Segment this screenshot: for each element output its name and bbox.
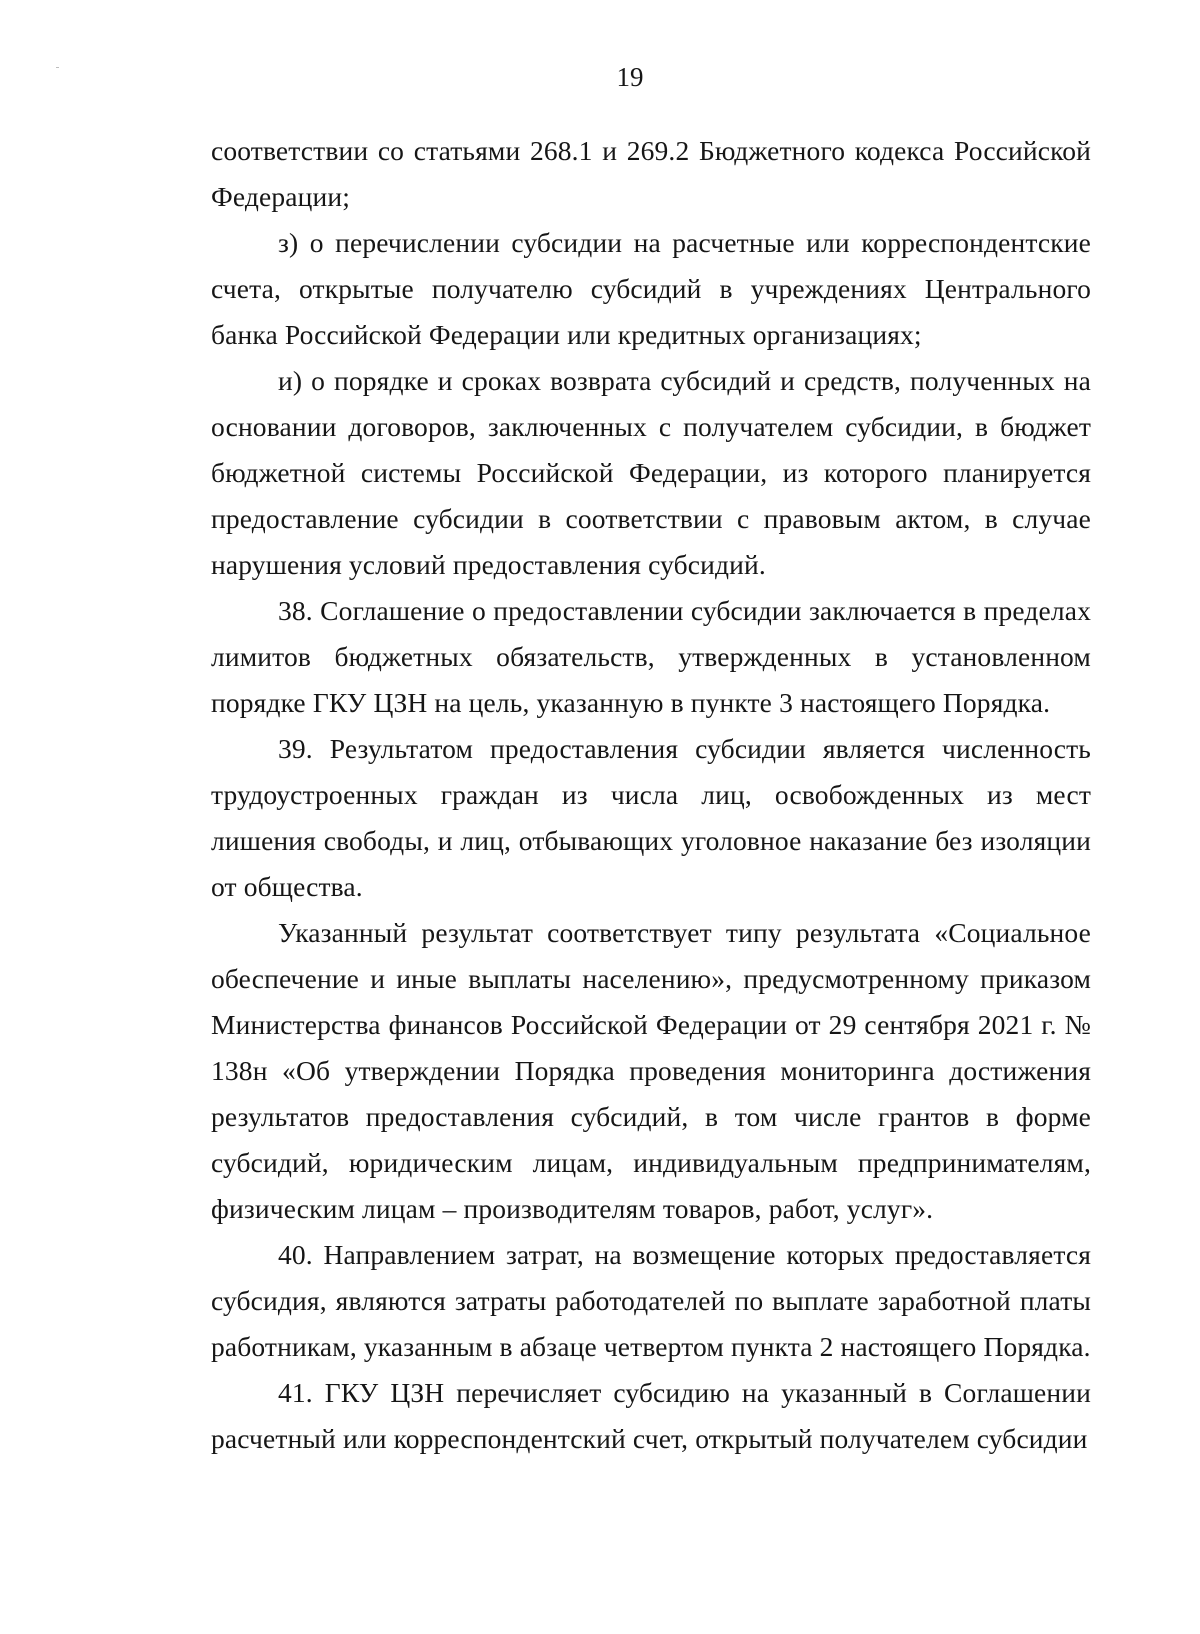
paragraph-item-i: и) о порядке и сроках возврата субсидий и средств, полученных на основании договоров, заключенных с получателем субсидии, в бюджет бюджетной системы Российской Федерации, из которого планируется предоставление субсидии в соответствии с правовым актом, в случае нарушения условий предоставления субсидий.	[211, 365, 1091, 580]
paragraph-clause-38: 38. Соглашение о предоставлении субсидии заключается в пределах лимитов бюджетных обязательств, утвержденных в установленном порядке ГКУ ЦЗН на цель, указанную в пункте 3 настоящего Порядка.	[211, 595, 1091, 718]
document-body	[211, 128, 1091, 1462]
paragraph-clause-39-result-type: Указанный результат соответствует типу результата «Социальное обеспечение и иные выплаты населению», предусмотренному приказом Министерства финансов Российской Федерации от 29 сентября 2021 г. № 138н «Об утверждении Порядка проведения мониторинга достижения результатов предоставления субсидий, в том числе грантов в форме субсидий, юридическим лицам, индивидуальным предпринимателям, физическим лицам – производителям товаров, работ, услуг».	[211, 917, 1091, 1224]
paragraph-clause-39: 39. Результатом предоставления субсидии является численность трудоустроенных граждан из числа лиц, освобожденных из мест лишения свободы, и лиц, отбывающих уголовное наказание без изоляции от общества.	[211, 733, 1091, 902]
paragraph-continuation: соответствии со статьями 268.1 и 269.2 Бюджетного кодекса Российской Федерации;	[211, 135, 1091, 212]
paragraph-clause-40: 40. Направлением затрат, на возмещение которых предоставляется субсидия, являются затраты работодателей по выплате заработной платы работникам, указанным в абзаце четвертом пункта 2 настоящего Порядка.	[211, 1239, 1091, 1362]
paragraph-clause-41: 41. ГКУ ЦЗН перечисляет субсидию на указанный в Соглашении расчетный или корреспондентский счет, открытый получателем субсидии	[211, 1377, 1091, 1454]
page-number: 19	[616, 62, 644, 92]
paragraph-item-z: з) о перечислении субсидии на расчетные или корреспондентские счета, открытые получателю субсидий в учреждениях Центрального банка Российской Федерации или кредитных организациях;	[211, 227, 1091, 350]
